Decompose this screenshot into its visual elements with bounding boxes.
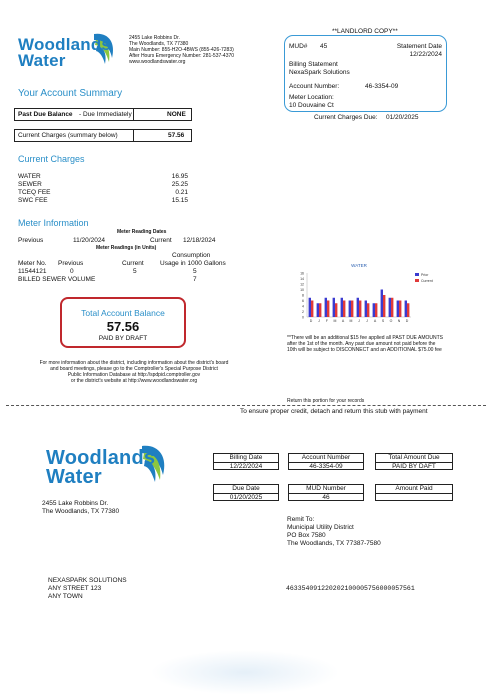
x-tick-label: D bbox=[405, 319, 409, 323]
billing-date-box bbox=[213, 453, 279, 470]
x-tick-label: M bbox=[349, 319, 353, 323]
meter-previous-label: Previous bbox=[18, 237, 44, 244]
chart-bar bbox=[399, 301, 401, 318]
chart-title: WATER bbox=[351, 263, 367, 268]
account-number-label: Account Number: bbox=[289, 83, 340, 90]
chart-bar bbox=[317, 303, 319, 317]
address-line: 2455 Lake Robbins Dr. bbox=[129, 35, 180, 41]
current-charges-value: 57.56 bbox=[168, 132, 185, 139]
consumption-label: Consumption bbox=[172, 252, 211, 259]
summary-title: Your Account Summary bbox=[18, 88, 123, 99]
total-due-label: Total Amount Due bbox=[376, 454, 452, 463]
customer-line: NEXASPARK SOLUTIONS bbox=[48, 577, 127, 584]
fee-notice bbox=[287, 335, 457, 353]
address-line: After Hours Emergency Number: 281-537-4370 bbox=[129, 53, 235, 59]
legend-swatch bbox=[415, 279, 419, 282]
remit-block bbox=[287, 516, 381, 548]
legend-label: Current bbox=[421, 278, 433, 283]
customer-name: NexaSpark Solutions bbox=[289, 69, 350, 76]
chart-bar bbox=[311, 301, 313, 318]
landlord-copy-title: **LANDLORD COPY** bbox=[332, 28, 398, 35]
statement-date: 12/22/2024 bbox=[409, 51, 442, 58]
current-charges-due-label: Current Charges Due: bbox=[314, 114, 378, 121]
fee-line: 10th will be subject to DISCONNECT and an ADDITIONAL $75.00 fee bbox=[287, 347, 442, 353]
decorative-cloud bbox=[150, 650, 340, 695]
total-balance-box bbox=[60, 297, 186, 348]
remit-line: Municipal Utility District bbox=[287, 524, 354, 531]
stub-logo-line2: Water bbox=[46, 466, 102, 488]
chart-bar bbox=[335, 303, 337, 317]
remit-line: The Woodlands, TX 77387-7580 bbox=[287, 540, 381, 547]
charge-name: SWC FEE bbox=[18, 197, 48, 204]
chart-bar bbox=[327, 301, 329, 318]
meter-previous-date: 11/20/2024 bbox=[73, 237, 106, 244]
chart-bar bbox=[359, 301, 361, 318]
past-due-divider bbox=[133, 108, 134, 121]
x-tick-label: J bbox=[366, 319, 368, 323]
charge-amount: 16.95 bbox=[171, 173, 188, 180]
total-balance-title: Total Account Balance bbox=[81, 308, 165, 318]
billing-date-label: Billing Date bbox=[214, 454, 278, 463]
total-balance-amount: 57.56 bbox=[106, 319, 140, 334]
mud-number-label: MUD Number bbox=[289, 485, 363, 494]
x-tick-label: D bbox=[309, 319, 313, 323]
due-date: 01/20/2025 bbox=[229, 494, 263, 501]
due-date-box bbox=[213, 484, 279, 501]
x-tick-label: A bbox=[341, 319, 345, 323]
x-tick-label: A bbox=[373, 319, 377, 323]
y-tick-label: 4 bbox=[302, 304, 304, 309]
info-line: and board meetings, please go to the Comptroller's Special Purpose District bbox=[50, 366, 218, 372]
info-line: For more information about the district, including information about the district's board bbox=[39, 360, 229, 366]
charge-amount: 15.15 bbox=[171, 197, 188, 204]
meter-usage: 5 bbox=[193, 268, 197, 275]
charges-list bbox=[18, 173, 188, 205]
meter-current-label: Current bbox=[150, 237, 172, 244]
total-due-box bbox=[375, 453, 453, 470]
legend-label: Prior bbox=[421, 272, 429, 277]
charge-row bbox=[18, 181, 188, 189]
chart-bar bbox=[381, 290, 383, 318]
website-link[interactable]: www.woodlandswater.org bbox=[129, 59, 186, 65]
chart-bar bbox=[391, 298, 393, 317]
charge-amount: 0.21 bbox=[175, 189, 188, 196]
chart-bar bbox=[341, 298, 343, 317]
chart-bar bbox=[343, 301, 345, 318]
chart-bar bbox=[389, 298, 391, 317]
landlord-copy-box bbox=[284, 35, 447, 112]
charge-row bbox=[18, 189, 188, 197]
amount-paid-box bbox=[375, 484, 453, 501]
charge-amount: 25.25 bbox=[171, 181, 188, 188]
y-tick-label: 2 bbox=[302, 309, 304, 314]
billed-sewer-label: BILLED SEWER VOLUME bbox=[18, 276, 96, 283]
x-tick-label: J bbox=[358, 319, 360, 323]
mud-value: 45 bbox=[320, 43, 328, 50]
col-previous: Previous bbox=[58, 260, 84, 267]
chart-bar bbox=[405, 301, 407, 318]
meter-current-date: 12/18/2024 bbox=[183, 237, 216, 244]
col-current: Current bbox=[122, 260, 144, 267]
scan-line: 463354091220202100005756000057561 bbox=[286, 585, 415, 592]
customer-line: ANY STREET 123 bbox=[48, 585, 102, 592]
logo-line2: Water bbox=[18, 51, 66, 70]
x-tick-label: S bbox=[381, 319, 385, 323]
meter-number: 11544121 bbox=[18, 268, 47, 275]
meter-curr-reading: 5 bbox=[133, 268, 137, 275]
customer-address bbox=[48, 577, 127, 601]
customer-line: ANY TOWN bbox=[48, 593, 83, 600]
x-tick-label: F bbox=[325, 319, 329, 323]
y-tick-label: 0 bbox=[302, 315, 304, 320]
due-date-label: Due Date bbox=[214, 485, 278, 494]
chart-bar bbox=[367, 303, 369, 317]
stub-account-label: Account Number bbox=[289, 454, 363, 463]
y-tick-label: 14 bbox=[300, 276, 304, 281]
past-due-label: Past Due Balance bbox=[18, 111, 73, 118]
stub-address-line2: The Woodlands, TX 77380 bbox=[42, 508, 120, 515]
chart-bar bbox=[397, 301, 399, 318]
chart-bar bbox=[357, 298, 359, 317]
fee-line: after the 1st of the month. Any past due amount not paid before the bbox=[287, 341, 436, 347]
meter-readings-label: Meter Readings (in Units) bbox=[96, 245, 157, 251]
stub-address-line1: 2455 Lake Robbins Dr. bbox=[42, 500, 109, 507]
col-usage: Usage in 1000 Gallons bbox=[160, 260, 226, 267]
y-tick-label: 16 bbox=[300, 271, 304, 276]
legend-swatch bbox=[415, 273, 419, 276]
x-tick-label: N bbox=[397, 319, 401, 323]
meter-location: 10 Douvaine Ct bbox=[289, 102, 334, 109]
chart-bar bbox=[365, 301, 367, 318]
remit-label: Remit To: bbox=[287, 516, 315, 523]
current-charges-due-date: 01/20/2025 bbox=[386, 114, 419, 121]
chart-bar bbox=[375, 303, 377, 317]
remit-line: PO Box 7580 bbox=[287, 532, 326, 539]
charges-title: Current Charges bbox=[18, 154, 85, 164]
fee-line: **There will be an additional $15 fee applied all PAST DUE AMOUNTS bbox=[287, 335, 444, 341]
district-info-text bbox=[30, 360, 238, 384]
address-line: Main Number: 855-H2O-4BWS (855-426-7283) bbox=[129, 47, 234, 53]
billing-statement: Billing Statement bbox=[289, 61, 338, 68]
stub-instructions: To ensure proper credit, detach and return this stub with payment bbox=[240, 408, 428, 415]
chart-bar bbox=[333, 298, 335, 317]
chart-bar bbox=[383, 295, 385, 317]
stub-account-number: 46-3354-09 bbox=[309, 463, 343, 470]
past-due-box bbox=[14, 108, 192, 121]
amount-paid-label: Amount Paid bbox=[376, 485, 452, 494]
chart-bar bbox=[373, 303, 375, 317]
x-tick-label: M bbox=[333, 319, 337, 323]
chart-bar bbox=[309, 298, 311, 317]
return-note: Return this portion for your records bbox=[287, 398, 365, 404]
chart-svg bbox=[283, 259, 453, 329]
detach-line bbox=[6, 405, 486, 406]
chart-bar bbox=[349, 301, 351, 318]
total-due-value: PAID BY DAFT bbox=[392, 463, 436, 470]
billed-sewer-value: 7 bbox=[193, 276, 197, 283]
info-line: Public Information Database at http://spdpid.comptroller.gov bbox=[67, 372, 201, 378]
logo-line1: Woodlands bbox=[18, 35, 112, 54]
chart-bar bbox=[319, 303, 321, 317]
charge-name: TCEQ FEE bbox=[18, 189, 51, 196]
meter-location-label: Meter Location: bbox=[289, 94, 334, 101]
info-line: or the district's website at http://www.woodlandswater.org bbox=[70, 378, 198, 384]
y-tick-label: 6 bbox=[302, 298, 304, 303]
charge-row bbox=[18, 173, 188, 181]
company-address bbox=[129, 35, 279, 65]
x-tick-label: J bbox=[318, 319, 320, 323]
company-logo bbox=[16, 28, 120, 74]
stub-account-box bbox=[288, 453, 364, 470]
mud-number: 46 bbox=[322, 494, 330, 501]
y-tick-label: 12 bbox=[300, 282, 304, 287]
current-charges-box bbox=[14, 129, 192, 142]
meter-reading-dates-label: Meter Reading Dates bbox=[117, 229, 167, 235]
statement-date-label: Statement Date bbox=[396, 43, 442, 50]
col-meter: Meter No. bbox=[18, 260, 47, 267]
stub-company-logo bbox=[44, 442, 170, 490]
charge-name: WATER bbox=[18, 173, 41, 180]
charge-row bbox=[18, 197, 188, 205]
current-charges-label: Current Charges (summary below) bbox=[18, 132, 118, 139]
past-due-value: NONE bbox=[167, 111, 186, 118]
y-tick-label: 10 bbox=[300, 287, 304, 292]
mud-label: MUD# bbox=[289, 43, 308, 50]
meter-prev-reading: 0 bbox=[70, 268, 74, 275]
total-balance-note: PAID BY DRAFT bbox=[98, 335, 148, 342]
charge-name: SEWER bbox=[18, 181, 42, 188]
past-due-suffix: - Due Immediately bbox=[79, 111, 132, 118]
account-number: 46-3354-09 bbox=[365, 83, 399, 90]
mud-number-box bbox=[288, 484, 364, 501]
chart-bar bbox=[325, 298, 327, 317]
address-line: The Woodlands, TX 77380 bbox=[129, 41, 189, 47]
chart-bar bbox=[407, 303, 409, 317]
water-usage-chart bbox=[283, 259, 453, 329]
current-charges-divider bbox=[133, 129, 134, 142]
billing-date: 12/22/2024 bbox=[229, 463, 263, 470]
x-tick-label: O bbox=[389, 319, 393, 323]
y-tick-label: 8 bbox=[302, 293, 304, 298]
amount-paid-field[interactable] bbox=[376, 494, 452, 502]
chart-bar bbox=[351, 301, 353, 318]
stub-logo-line1: Woodlands bbox=[46, 447, 156, 469]
meter-title: Meter Information bbox=[18, 218, 89, 228]
